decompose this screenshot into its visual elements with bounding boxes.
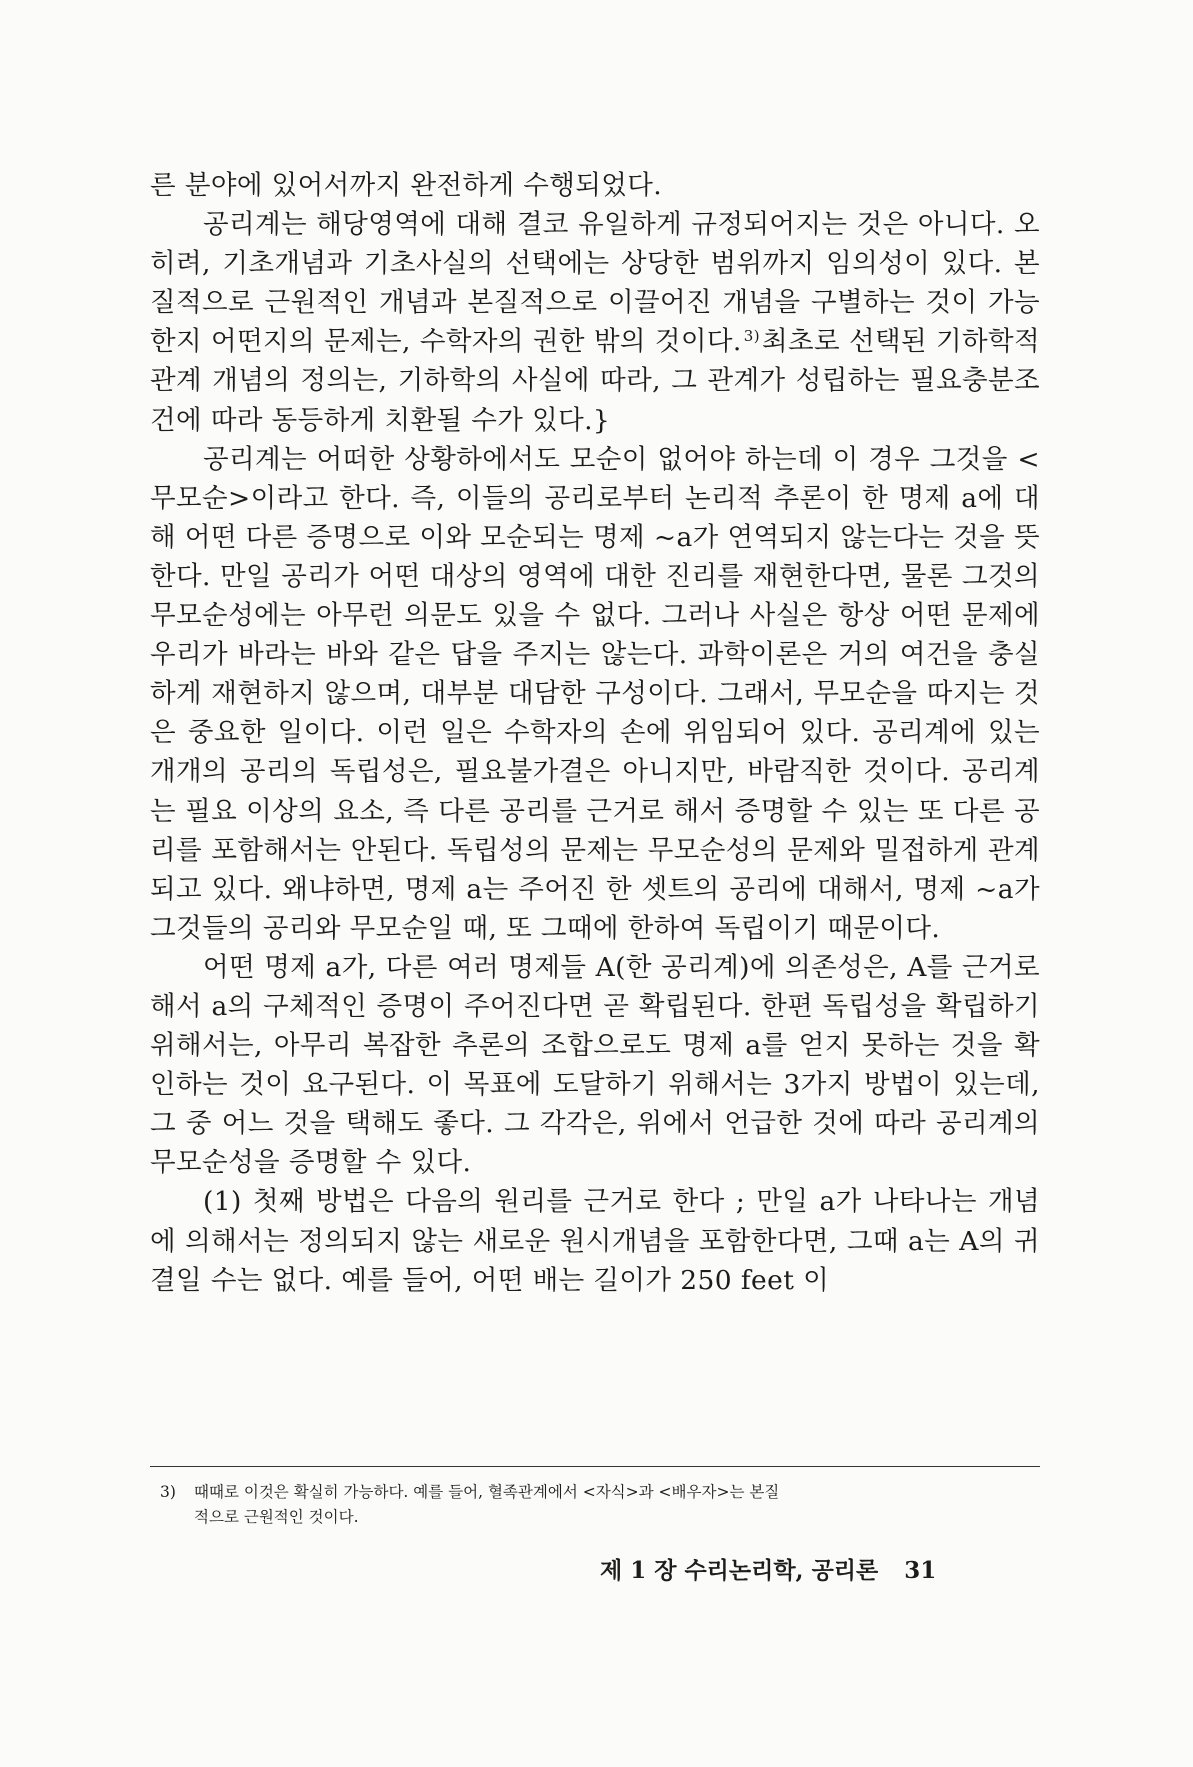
paragraph-first-method: (1) 첫째 방법은 다음의 원리를 근거로 한다 ; 만일 a가 나타나는 개념에 의해서는 정의되지 않는 새로운 원시개념을 포함한다면, 그때 a는 A의 귀결일 수는 없다. 예를 들어, 어떤 배는 길이가 250 feet 이 — [150, 1186, 1040, 1296]
footnote-text: 적으로 근원적인 것이다. — [194, 1508, 359, 1526]
footnote-number: 3) — [160, 1483, 176, 1501]
footnote-line — [160, 1480, 1040, 1505]
paragraph-consistency: 공리계는 어떠한 상황하에서도 모순이 없어야 하는데 이 경우 그것을 <무모순>이라고 한다. 즉, 이들의 공리로부터 논리적 추론이 한 명제 a에 대해 어떤 다른 증명으로 이와 모순되는 명제 ~a가 연역되지 않는다는 것을 뜻한다. 만일 공리가 어떤 대상의 영역에 대한 진리를 재현한다면, 물론 그것의 무모순성에는 아무런 의문도 있을 수 없다. 그러나 사실은 항상 어떤 문제에 우리가 바라는 바와 같은 답을 주지는 않는다. 과학이론은 거의 여건을 충실하게 재현하지 않으며, 대부분 대담한 구성이다. 그래서, 무모순을 따지는 것은 중요한 일이다. 이런 일은 수학자의 손에 위임되어 있다. 공리계에 있는 개개의 공리의 독립성은, 필요불가결은 아니지만, 바람직한 것이다. 공리계는 필요 이상의 요소, 즉 다른 공리를 근거로 해서 증명할 수 있는 또 다른 공리를 포함해서는 안된다. 독립성의 문제는 무모순성의 문제와 밀접하게 관계되고 있다. 왜냐하면, 명제 a는 주어진 한 셋트의 공리에 대해서, 명제 ~a가 그것들의 공리와 무모순일 때, 또 그때에 한하여 독립이기 때문이다. — [150, 443, 1040, 944]
footnote-separator — [150, 1466, 1040, 1467]
page-number: 31 — [904, 1557, 937, 1584]
footnote-text: 때때로 이것은 확실히 가능하다. 예를 들어, 혈족관계에서 <자식>과 <배우자>는 본질 — [194, 1483, 780, 1501]
paragraph-text: 최초로 선택된 기하학적 관계 개념의 정의는, 기하학의 사실에 따라, 그 관계가 성립하는 필요충분조건에 따라 동등하게 치환될 수가 있다.} — [150, 326, 1041, 436]
paragraph-independence: 어떤 명제 a가, 다른 여러 명제들 A(한 공리계)에 의존성은, A를 근거로해서 a의 구체적인 증명이 주어진다면 곧 확립된다. 한편 독립성을 확립하기 위해서는, 아무리 복잡한 추론의 조합으로도 명제 a를 얻지 못하는 것을 확인하는 것이 요구된다. 이 목표에 도달하기 위해서는 3가지 방법이 있는데, 그 중 어느 것을 택해도 좋다. 그 각각은, 위에서 언급한 것에 따라 공리계의 무모순성을 증명할 수 있다. — [150, 951, 1040, 1179]
chapter-title: 제 1 장 수리논리학, 공리론 — [600, 1557, 879, 1584]
paragraph-continued: 른 분야에 있어서까지 완전하게 수행되었다. — [150, 170, 663, 201]
body-text — [150, 166, 1040, 1300]
paragraph-axiom-system — [150, 205, 1040, 440]
running-footer — [600, 1552, 936, 1585]
footnote-reference: 3) — [743, 326, 760, 345]
footnote — [160, 1480, 1040, 1530]
paragraph-text: 공리계는 해당영역에 대해 결코 유일하게 규정되어지는 것은 아니다. 오히려, 기초개념과 기초사실의 선택에는 상당한 범위까지 임의성이 있다. 본질적으로 근원적인 개념과 본질적으로 이끌어진 개념을 구별하는 것이 가능한지 어떤지의 문제는, 수학자의 권한 밖의 것이다. — [150, 209, 1040, 358]
